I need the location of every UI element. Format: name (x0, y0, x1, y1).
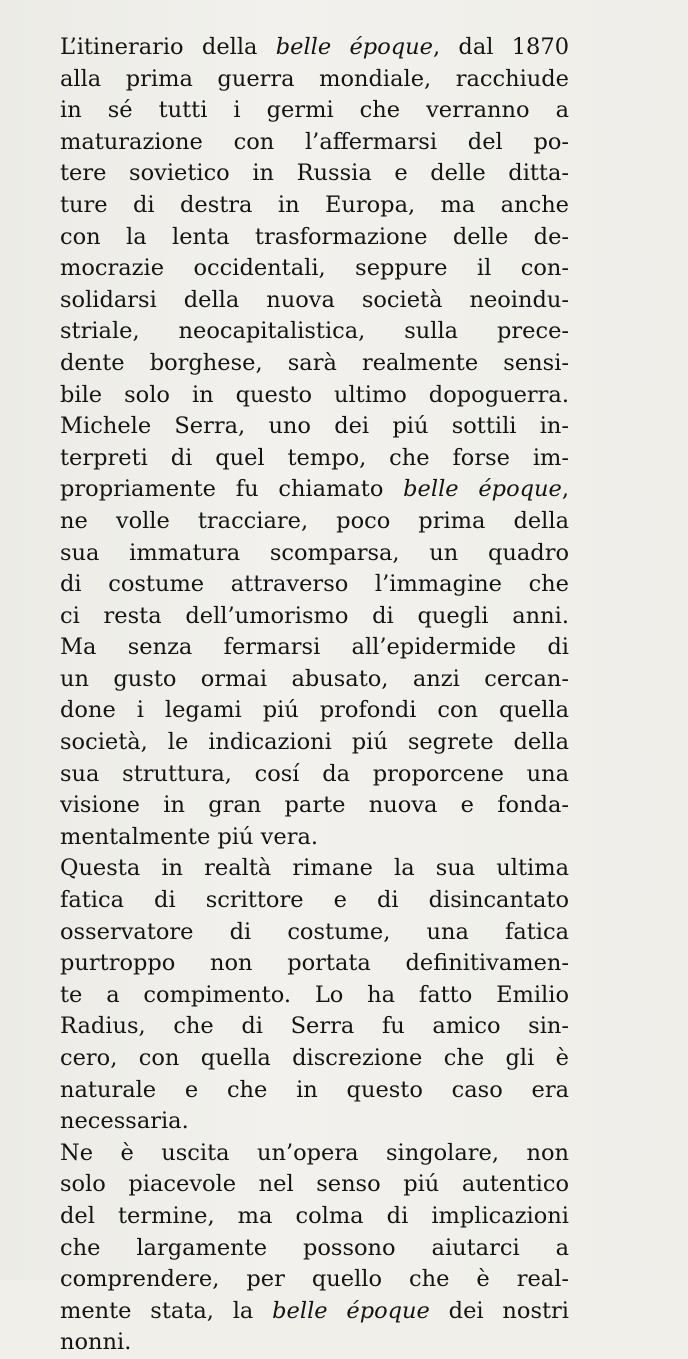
text-line: ne volle tracciare, poco prima della (60, 507, 569, 534)
text-line: purtroppo non portata definitivamen- (60, 950, 569, 977)
text-line: Michele Serra, uno dei piú sottili in- (60, 413, 569, 440)
text-line: visione in gran parte nuova e fonda- (60, 792, 569, 819)
text-line: L’itinerario della belle époque, dal 1870 (60, 34, 570, 60)
italic-title: belle époque (275, 34, 433, 60)
text-line: Radius, che di Serra fu amico sin- (60, 1013, 569, 1040)
text-line: striale, neocapitalistica, sulla prece- (60, 318, 569, 345)
text-line: cero, con quella discrezione che gli è (60, 1045, 569, 1071)
text-line: che largamente possono aiutarci a (60, 1234, 569, 1261)
text-line: mocrazie occidentali, seppure il con- (60, 255, 569, 282)
text-line: alla prima guerra mondiale, racchiude (60, 65, 569, 92)
text-line: tere sovietico in Russia e delle ditta- (60, 160, 569, 187)
text-line: nonni. (60, 1329, 132, 1356)
text-line: naturale e che in questo caso era (60, 1076, 569, 1103)
text-line: comprendere, per quello che è real- (60, 1266, 569, 1293)
text-line: sua immatura scomparsa, un quadro (60, 539, 569, 566)
text-line: propriamente fu chiamato belle époque, (60, 476, 569, 503)
text-line: Questa in realtà rimane la sua ultima (60, 855, 569, 882)
text-line: sua struttura, cosí da proporcene una (60, 760, 569, 787)
text-line: con la lenta trasformazione delle de- (60, 223, 569, 250)
text-line: necessaria. (60, 1108, 189, 1135)
text-line: osservatore di costume, una fatica (60, 918, 569, 945)
text-line: dente borghese, sarà realmente sensi- (60, 349, 569, 376)
italic-title: belle époque (272, 1297, 430, 1324)
text-line: del termine, ma colma di implicazioni (60, 1202, 569, 1229)
text-line: fatica di scrittore e di disincantato (60, 887, 569, 914)
text-line: ture di destra in Europa, ma anche (60, 191, 569, 218)
text-line: società, le indicazioni piú segrete della (60, 729, 569, 756)
text-line: ci resta dell’umorismo di quegli anni. (60, 602, 569, 629)
text-line: maturazione con l’affermarsi del po- (60, 128, 569, 155)
text-line: un gusto ormai abusato, anzi cercan- (60, 665, 569, 692)
text-line: solo piacevole nel senso piú autentico (60, 1171, 569, 1198)
text-line: Ne è uscita un’opera singolare, non (60, 1139, 569, 1166)
text-line: mentalmente piú vera. (60, 823, 319, 850)
text-line: Ma senza fermarsi all’epidermide di (60, 634, 569, 661)
text-line: terpreti di quel tempo, che forse im- (60, 444, 569, 471)
italic-title: belle époque (403, 476, 562, 503)
text-line: bile solo in questo ultimo dopoguerra. (60, 381, 569, 408)
text-line: mente stata, la belle époque dei nostri (60, 1297, 569, 1324)
text-line: done i legami piú profondi con quella (60, 697, 569, 724)
text-line: in sé tutti i germi che verranno a (60, 97, 569, 124)
text-line: di costume attraverso l’immagine che (60, 571, 569, 598)
text-line: te a compimento. Lo ha fatto Emilio (60, 981, 569, 1008)
body-text (60, 32, 640, 1359)
text-line: solidarsi della nuova società neoindu- (60, 286, 569, 313)
